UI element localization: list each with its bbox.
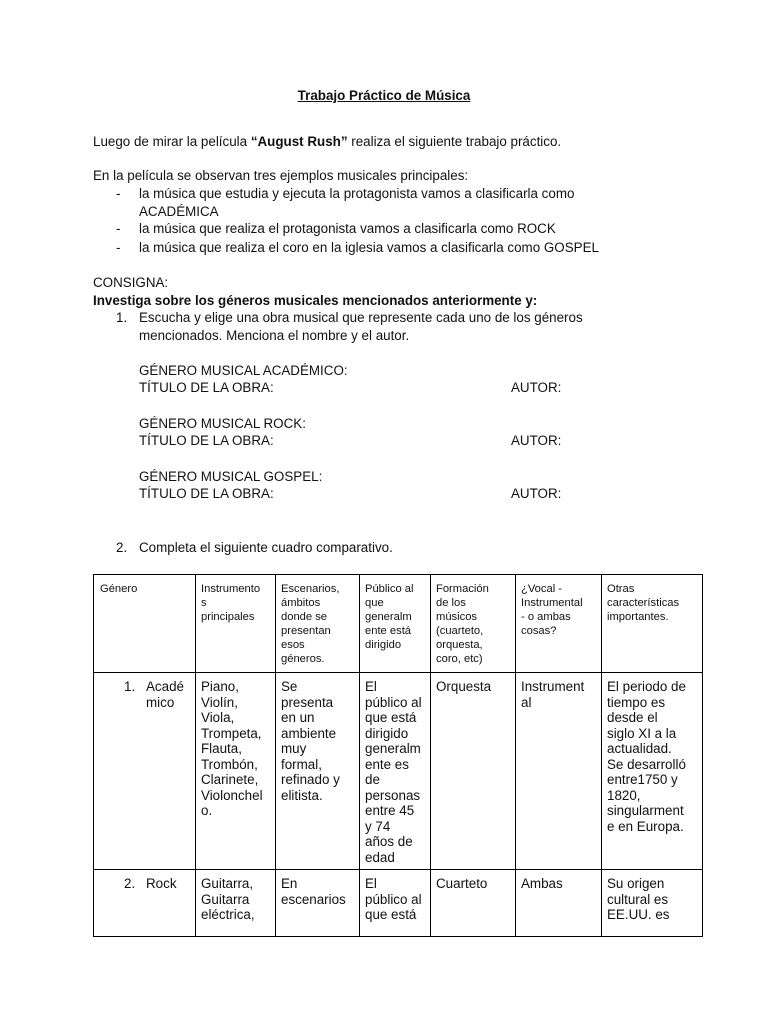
header-text: Formación de los músicos (cuarteto, orquesta, coro, etc)	[436, 583, 489, 665]
header-formation	[431, 575, 516, 673]
cell-text: Cuarteto	[436, 876, 488, 891]
table-row	[94, 870, 703, 937]
author-label: AUTOR:	[511, 433, 562, 448]
task-text-cont: mencionados. Menciona el nombre y el autor.	[139, 328, 410, 343]
audience-cell	[360, 673, 431, 870]
cell-text: El público al que está dirigido generalm ente es de personas entre 45 y 74 años de edad	[365, 679, 422, 865]
comparison-table	[93, 574, 703, 937]
intro-text-before: Luego de mirar la película	[93, 134, 251, 149]
genre-label: GÉNERO MUSICAL ACADÉMICO:	[139, 363, 348, 378]
genre-label: GÉNERO MUSICAL ROCK:	[139, 416, 306, 431]
example-academic-cont: ACADÉMICA	[139, 204, 219, 219]
intro-text-after: realiza el siguiente trabajo práctico.	[347, 134, 562, 149]
other-features-cell	[602, 870, 703, 937]
header-genre: Género	[94, 575, 196, 673]
vocal-instrumental-cell	[516, 870, 602, 937]
consigna-instruction: Investiga sobre los géneros musicales mencionados anteriormente y:	[93, 293, 538, 308]
task-number: 2.	[116, 540, 128, 555]
task-text: Escucha y elige una obra musical que represente cada uno de los géneros	[139, 310, 583, 325]
cell-text: El público al que está	[365, 876, 422, 922]
venues-cell	[276, 673, 360, 870]
bullet-dash: -	[116, 240, 121, 255]
genre-cell	[94, 673, 196, 870]
header-other-features	[602, 575, 703, 673]
examples-intro: En la película se observan tres ejemplos musicales principales:	[93, 168, 469, 183]
movie-title: “August Rush”	[250, 134, 348, 149]
table-row	[94, 673, 703, 870]
cell-text: Su origen cultural es EE.UU. es	[607, 876, 670, 922]
cell-text: Se presenta en un ambiente muy formal, refinado y elitista.	[281, 679, 340, 803]
header-text: Público al que generalm ente está dirigido	[365, 583, 414, 651]
cell-text: Piano, Violín, Viola, Trompeta, Flauta, Trombón, Clarinete, Violonchel o.	[201, 679, 263, 818]
instruments-cell	[196, 673, 276, 870]
row-number: 1.	[124, 679, 136, 694]
bullet-dash: -	[116, 221, 121, 236]
formation-cell	[431, 870, 516, 937]
header-instruments	[196, 575, 276, 673]
other-features-cell	[602, 673, 703, 870]
cell-text: El periodo de tiempo es desde el siglo XI a la actualidad. Se desarrolló entre1750 y 1820, singularment e en Europa.	[607, 679, 686, 834]
table-header-row	[94, 575, 703, 673]
intro-paragraph	[93, 133, 561, 150]
author-label: AUTOR:	[511, 380, 562, 395]
author-label: AUTOR:	[511, 486, 562, 501]
header-text: Otras características importantes.	[607, 583, 680, 623]
header-audience	[360, 575, 431, 673]
bullet-dash: -	[116, 186, 121, 201]
header-text: ¿Vocal - Instrumental - o ambas cosas?	[521, 583, 583, 637]
consigna-label: CONSIGNA:	[93, 275, 169, 290]
instruments-cell	[196, 870, 276, 937]
header-vocal-instrumental	[516, 575, 602, 673]
venues-cell	[276, 870, 360, 937]
genre-cell	[94, 870, 196, 937]
work-title-label: TÍTULO DE LA OBRA:	[139, 486, 274, 501]
work-title-label: TÍTULO DE LA OBRA:	[139, 380, 274, 395]
header-text: Instrumento s principales	[201, 583, 261, 623]
row-number: 2.	[124, 876, 136, 891]
header-venues	[276, 575, 360, 673]
page-title: Trabajo Práctico de Música	[297, 88, 471, 103]
vocal-instrumental-cell	[516, 673, 602, 870]
task-number: 1.	[116, 310, 128, 325]
example-rock: la música que realiza el protagonista vamos a clasificarla como ROCK	[139, 221, 556, 236]
audience-cell	[360, 870, 431, 937]
genre-label: GÉNERO MUSICAL GOSPEL:	[139, 469, 323, 484]
cell-text: Ambas	[521, 876, 563, 891]
header-text: Escenarios, ámbitos donde se presentan esos géneros.	[281, 583, 340, 665]
cell-text: Instrument al	[521, 679, 585, 710]
cell-text: En escenarios	[281, 876, 346, 907]
genre-name: Rock	[146, 876, 177, 891]
cell-text: Guitarra, Guitarra eléctrica,	[201, 876, 255, 922]
formation-cell	[431, 673, 516, 870]
task-text: Completa el siguiente cuadro comparativo.	[139, 540, 393, 555]
genre-name: Acadé mico	[146, 679, 184, 710]
example-academic: la música que estudia y ejecuta la protagonista vamos a clasificarla como	[139, 186, 575, 201]
example-gospel: la música que realiza el coro en la iglesia vamos a clasificarla como GOSPEL	[139, 240, 599, 255]
work-title-label: TÍTULO DE LA OBRA:	[139, 433, 274, 448]
cell-text: Orquesta	[436, 679, 492, 694]
